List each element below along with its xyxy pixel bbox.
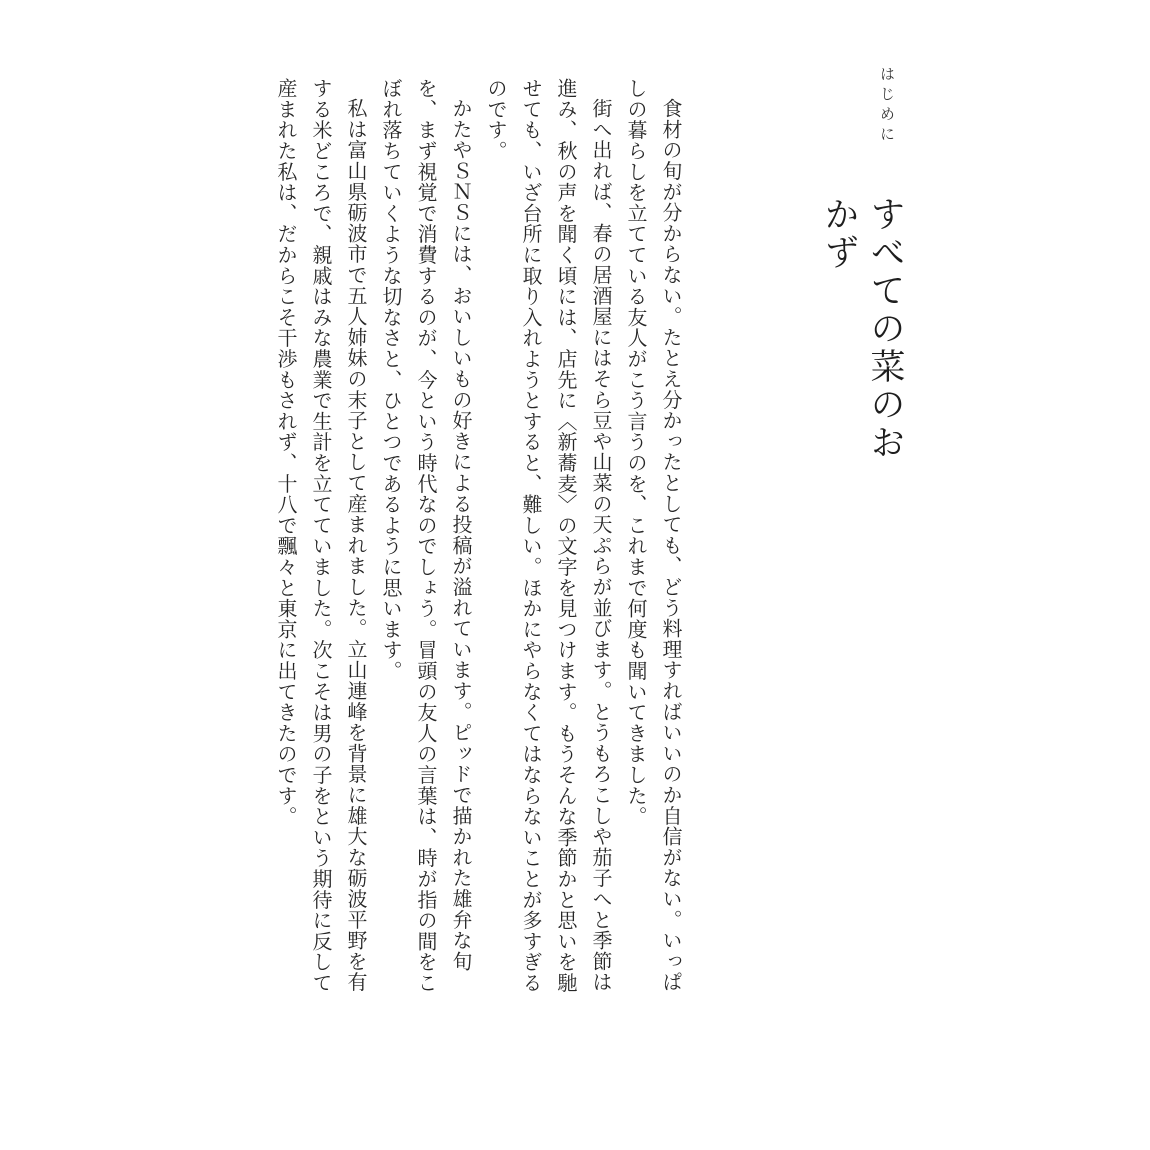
chapter-title: すべての菜のおかず [819,196,905,462]
body-text [274,78,688,1008]
paragraph: 私は富山県砺波市で五人姉妹の末子として産まれました。立山連峰を背景に雄大な砺波平野を有する米どころで、親戚はみな農業で生計を立てていました。次こそは男の子をという期待に反して産まれた私は、だからこそ干渉もされず、十八で飄々と東京に出てきたのです。 [274,78,368,994]
chapter-label: はじめに [878,66,896,146]
paragraph: 街へ出れば、春の居酒屋にはそら豆や山菜の天ぷらが並びます。とうもろこしや茄子へと季節は進み、秋の声を聞く頃には、店先に〈新蕎麦〉の文字を見つけます。もうそんな季節かと思いを馳せても、いざ台所に取り入れようとすると、難しい。ほかにやらなくてはならないことが多すぎるのです。 [484,78,613,994]
paragraph: かたやＳＮＳには、おいしいもの好きによる投稿が溢れています。ピッドで描かれた雄弁な旬を、まず視覚で消費するのが、今という時代なのでしょう。冒頭の友人の言葉は、時が指の間をこぼれ落ちていくような切なさと、ひとつであるように思います。 [379,78,473,994]
paragraph: 食材の旬が分からない。たとえ分かったとしても、どう料理すればいいのか自信がない。いっぱしの暮らしを立てている友人がこう言うのを、これまで何度も聞いてきました。 [624,78,683,993]
